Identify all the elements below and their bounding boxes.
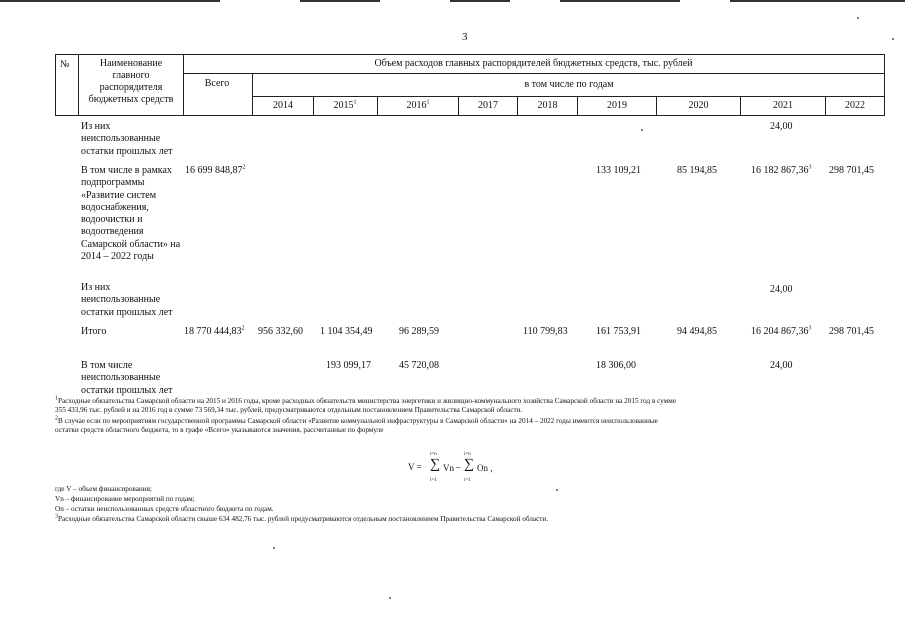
cell-value-2022: 298 701,45	[829, 165, 874, 176]
scan-speck	[857, 17, 859, 19]
row-label: Итого	[81, 326, 107, 337]
cell-value-2021: 24,00	[770, 284, 793, 295]
cell-value-2021: 16 204 867,36$^3$	[751, 325, 812, 337]
scan-top-border	[0, 0, 905, 3]
header-year: 2020	[688, 100, 709, 111]
footnote-2: $^2$В случае если по мероприятиям государственной программы Самарской области «Развитие коммунальной инфраструктуры в Самарской области» на 2014 – 2022 годы имеются неиспользованные	[55, 415, 658, 425]
scan-speck	[556, 489, 558, 491]
header-year: 2014	[273, 100, 293, 111]
footnote-3: $^3$Расходные обязательства Самарской области свыше 634 482,76 тыс. рублей предусматриваются отдельным постановлением Правительства Самарской области.	[55, 513, 549, 523]
formula	[408, 452, 498, 486]
header-name: Наименование главного распорядителя бюджетных средств	[88, 58, 174, 105]
row-label: Из них неиспользованные остатки прошлых лет	[81, 121, 173, 157]
row-label: В том числе неиспользованные остатки прошлых лет	[81, 360, 173, 396]
cell-value-2022: 298 701,45	[829, 326, 874, 337]
cell-value-2016: 96 289,59	[399, 326, 439, 337]
cell-value-2020: 94 494,85	[677, 326, 717, 337]
sigma-icon: ∑	[464, 457, 474, 472]
scan-speck	[892, 38, 894, 40]
header-year: 2015$^1$	[333, 99, 357, 111]
scan-speck	[273, 547, 275, 549]
cell-value-2020: 85 194,85	[677, 165, 717, 176]
footnote-1: $^1$Расходные обязательства Самарской области на 2015 и 2016 годы, кроме расходных обязательств министерства энергетики и жилищно-коммунального хозяйства Самарской области на 2015 год в сумме	[55, 395, 677, 405]
cell-value-2019: 161 753,91	[596, 326, 641, 337]
cell-value-2018: 110 799,83	[523, 326, 568, 337]
row-label: В том числе в рамках подпрограммы «Развитие систем водоснабжения, водоочистки и водоотведения Самарской области» на 2014 – 2022 годы	[81, 165, 181, 263]
formula-term1: Vn	[443, 463, 454, 473]
cell-value-2015: 1 104 354,49	[320, 326, 373, 337]
header-year: 2021	[773, 100, 793, 111]
header-number: №	[60, 59, 70, 70]
cell-total: 16 699 848,87$^2$	[185, 164, 246, 176]
formula-term2: On ,	[477, 463, 493, 473]
header-year: 2016$^1$	[406, 99, 430, 111]
scan-speck	[641, 129, 643, 131]
formula-sum1-top: i=n	[430, 452, 437, 457]
header-year: 2022	[845, 100, 865, 111]
formula-minus: –	[456, 462, 461, 472]
formula-sum2-top: i=n	[464, 452, 471, 457]
formula-where-vn: Vn – финансирование мероприятий по годам;	[55, 495, 195, 503]
formula-sum2-bottom: i=1	[464, 478, 471, 483]
cell-value-2019: 18 306,00	[596, 360, 636, 371]
header-year: 2017	[478, 100, 498, 111]
cell-total: 18 770 444,83$^2$	[184, 325, 245, 337]
formula-where-v: где V – объем финансирования;	[55, 485, 152, 493]
formula-sum1-bottom: i=1	[430, 478, 437, 483]
cell-value-2021: 16 182 867,36$^3$	[751, 164, 812, 176]
footnote-1-cont: 355 433,96 тыс. рублей и на 2016 год в сумме 73 569,34 тыс. рублей, предусматриваются отдельным постановлением Правительства Самарской области.	[55, 406, 523, 414]
footnote-2-cont: остатки средств областного бюджета, то в графе «Всего» указываются значения, рассчитанные по формуле	[55, 426, 384, 434]
header-total: Всего	[204, 78, 230, 89]
scan-speck	[389, 597, 391, 599]
formula-lhs: V =	[408, 462, 422, 472]
header-by-years: в том числе по годам	[524, 79, 614, 90]
cell-value-2021: 24,00	[770, 360, 793, 371]
cell-value-2015: 193 099,17	[326, 360, 371, 371]
cell-value-2019: 133 109,21	[596, 165, 641, 176]
cell-value-2021: 24,00	[770, 121, 793, 132]
header-year: 2019	[607, 100, 627, 111]
cell-value-2014: 956 332,60	[258, 326, 303, 337]
page-number: 3	[462, 31, 468, 43]
row-label: Из них неиспользованные остатки прошлых лет	[81, 282, 173, 318]
header-year: 2018	[537, 100, 558, 111]
sigma-icon: ∑	[430, 457, 440, 472]
header-spend: Объем расходов главных распорядителей бюджетных средств, тыс. рублей	[374, 58, 693, 69]
formula-where-on: On – остатки неиспользованных средств областного бюджета по годам.	[55, 505, 274, 513]
cell-value-2016: 45 720,08	[399, 360, 439, 371]
